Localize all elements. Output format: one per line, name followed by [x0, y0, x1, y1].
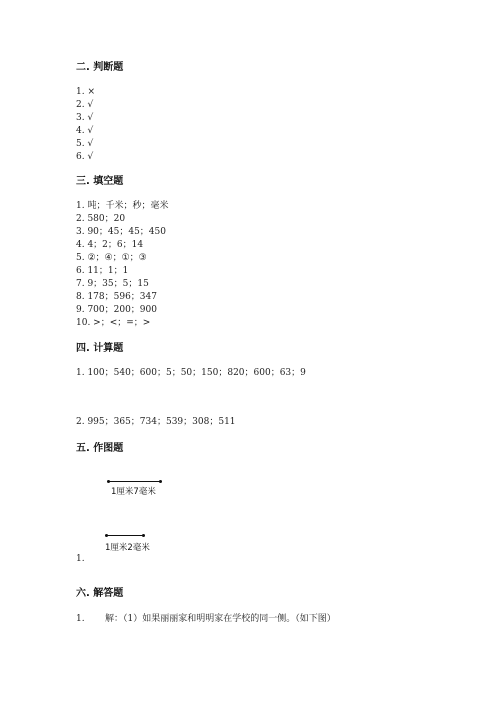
drawing-item-number: 1.: [76, 554, 85, 564]
judgment-answer-5: 5. √: [76, 139, 94, 149]
fill-blank-answer-3: 3. 90；45；45；450: [76, 227, 166, 237]
segment-1-line: [108, 481, 161, 482]
fill-blank-answer-2: 2. 580；20: [76, 214, 126, 224]
judgment-answer-3: 3. √: [76, 113, 94, 123]
judgment-answer-1: 1. ×: [76, 87, 95, 97]
fill-blank-answer-9: 9. 700；200；900: [76, 305, 157, 315]
fill-blank-answer-10: 10. >；<；=；>: [76, 318, 151, 328]
judgment-answer-6: 6. √: [76, 152, 94, 162]
fill-blank-answer-5: 5. ②；④；①；③: [76, 253, 147, 263]
section-title-calculation: 四. 计算题: [76, 343, 124, 354]
section-title-solution: 六. 解答题: [76, 588, 124, 599]
section-title-judgment: 二. 判断题: [76, 62, 124, 73]
segment-2-length-label: 1厘米2毫米: [105, 543, 150, 553]
segment-2-end-point: [142, 534, 145, 537]
segment-1-length-label: 1厘米7毫米: [111, 487, 156, 497]
solution-item-text: 解：（1）如果丽丽家和明明家在学校的同一侧。（如下图）: [105, 614, 336, 624]
judgment-answer-2: 2. √: [76, 100, 94, 110]
segment-1-end-point: [159, 480, 162, 483]
fill-blank-answer-7: 7. 9；35；5；15: [76, 279, 149, 289]
calculation-answer-1: 1. 100；540；600；5；50；150；820；600；63；9: [76, 368, 306, 378]
judgment-answer-4: 4. √: [76, 126, 94, 136]
fill-blank-answer-4: 4. 4；2；6；14: [76, 240, 144, 250]
section-title-fill-blank: 三. 填空题: [76, 176, 124, 187]
fill-blank-answer-1: 1. 吨；千米；秒；毫米: [76, 201, 169, 211]
calculation-answer-2: 2. 995；365；734；539；308；511: [76, 417, 236, 427]
segment-2-line: [106, 535, 144, 536]
section-title-drawing: 五. 作图题: [76, 443, 124, 454]
solution-item-number: 1.: [76, 614, 85, 624]
fill-blank-answer-6: 6. 11；1；1: [76, 266, 129, 276]
fill-blank-answer-8: 8. 178；596；347: [76, 292, 157, 302]
